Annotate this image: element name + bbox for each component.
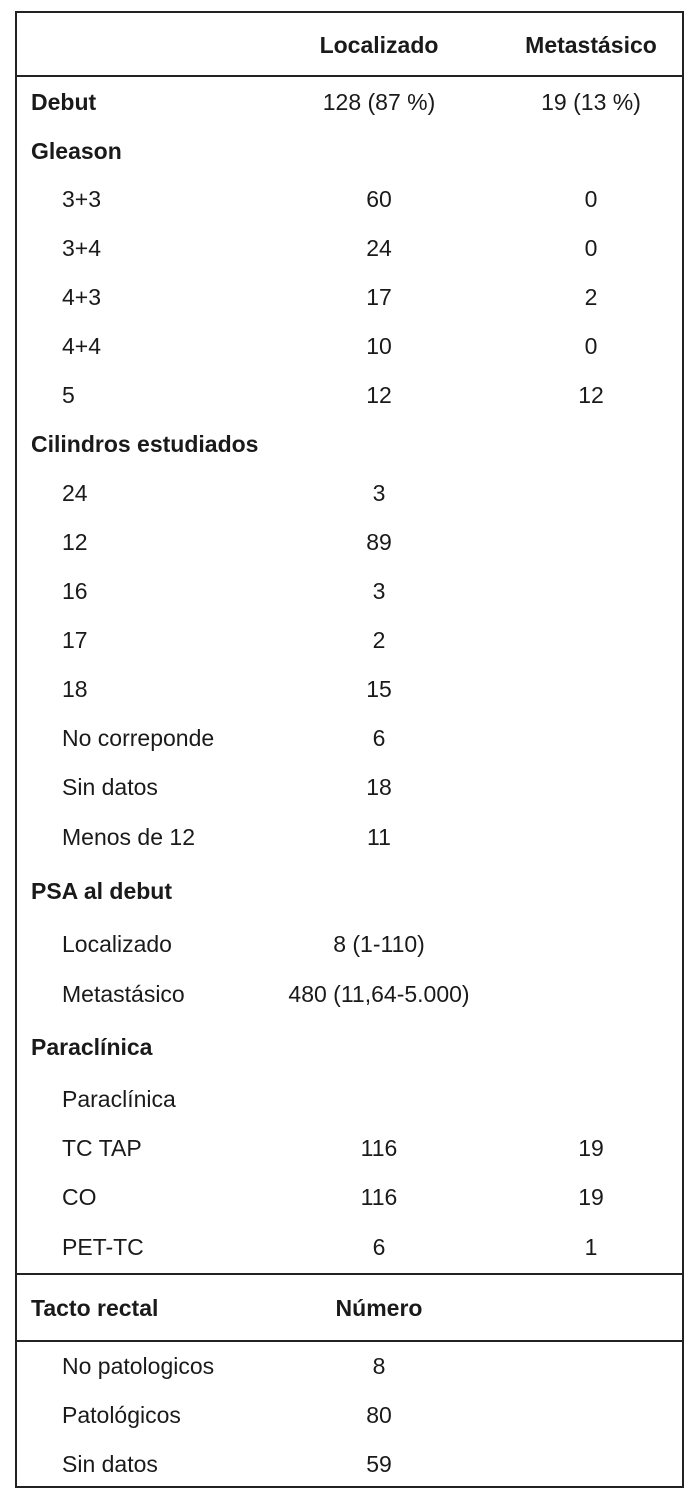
table-row bbox=[17, 969, 682, 1019]
paraclinica-sublabel: Paraclínica bbox=[62, 1086, 176, 1112]
table-row bbox=[17, 1391, 682, 1440]
paraclinica-subheader-row bbox=[17, 1075, 682, 1124]
debut-row bbox=[17, 77, 682, 127]
row-value: 80 bbox=[366, 1402, 392, 1428]
row-label: 17 bbox=[62, 627, 88, 653]
row-label: 16 bbox=[62, 578, 88, 604]
row-label: 18 bbox=[62, 676, 88, 702]
row-label: Sin datos bbox=[62, 774, 158, 800]
row-localizado: 6 bbox=[372, 725, 386, 751]
row-label: 3+3 bbox=[62, 186, 102, 212]
psa-label: PSA al debut bbox=[31, 877, 172, 904]
row-localizado: 15 bbox=[366, 676, 392, 702]
table-header-row bbox=[17, 13, 682, 77]
row-localizado: 10 bbox=[366, 333, 392, 359]
row-value: 8 (1-110) bbox=[333, 931, 425, 957]
debut-localizado: 128 (87 %) bbox=[322, 88, 436, 115]
row-label: CO bbox=[62, 1184, 97, 1210]
table-row bbox=[17, 763, 682, 812]
row-label: 5 bbox=[62, 382, 75, 408]
paraclinica-label: Paraclínica bbox=[31, 1033, 153, 1060]
table-row bbox=[17, 322, 682, 371]
table-row bbox=[17, 665, 682, 714]
row-label: PET-TC bbox=[62, 1234, 144, 1260]
paraclinica-section-row bbox=[17, 1019, 682, 1075]
row-label: Metastásico bbox=[62, 980, 185, 1007]
row-label: Sin datos bbox=[62, 1450, 158, 1477]
table-row bbox=[17, 469, 682, 518]
row-label: No correponde bbox=[62, 725, 215, 751]
table-row bbox=[17, 567, 682, 616]
row-label: Localizado bbox=[62, 931, 172, 957]
tacto-numero-header: Número bbox=[335, 1294, 423, 1321]
row-localizado: 2 bbox=[372, 627, 386, 653]
table-row bbox=[17, 1342, 682, 1391]
row-label: 4+3 bbox=[62, 284, 102, 310]
row-localizado: 3 bbox=[372, 578, 386, 604]
row-metastasico: 2 bbox=[584, 284, 598, 310]
header-localizado: Localizado bbox=[319, 31, 439, 58]
cilindros-label: Cilindros estudiados bbox=[31, 431, 259, 457]
row-localizado: 11 bbox=[367, 823, 391, 850]
row-label: 24 bbox=[62, 480, 88, 506]
row-localizado: 116 bbox=[360, 1184, 398, 1210]
row-metastasico: 1 bbox=[584, 1234, 598, 1260]
row-label: Patológicos bbox=[62, 1402, 181, 1428]
table-row bbox=[17, 1124, 682, 1173]
tacto-header-row bbox=[17, 1275, 682, 1341]
table-row bbox=[17, 175, 682, 224]
debut-metastasico: 19 (13 %) bbox=[541, 88, 641, 115]
row-localizado: 3 bbox=[372, 480, 386, 506]
debut-label: Debut bbox=[31, 88, 97, 115]
row-localizado: 116 bbox=[360, 1135, 398, 1161]
gleason-label: Gleason bbox=[31, 137, 122, 164]
row-metastasico: 0 bbox=[584, 186, 598, 212]
row-localizado: 89 bbox=[366, 529, 392, 555]
row-localizado: 24 bbox=[366, 235, 392, 261]
row-metastasico: 12 bbox=[578, 382, 604, 408]
row-metastasico: 19 bbox=[578, 1184, 604, 1210]
cilindros-section-row bbox=[17, 420, 682, 469]
table-row bbox=[17, 273, 682, 322]
table-row bbox=[17, 920, 682, 969]
row-label: TC TAP bbox=[62, 1135, 142, 1161]
gleason-section-row bbox=[17, 127, 682, 175]
row-localizado: 17 bbox=[366, 284, 392, 310]
table-row bbox=[17, 1173, 682, 1222]
row-label: 12 bbox=[62, 529, 88, 555]
table-row bbox=[17, 812, 682, 862]
row-value: 8 bbox=[372, 1353, 386, 1379]
row-localizado: 18 bbox=[366, 774, 392, 800]
table-row bbox=[17, 714, 682, 763]
table-row bbox=[17, 518, 682, 567]
row-metastasico: 19 bbox=[578, 1135, 604, 1161]
table-row bbox=[17, 616, 682, 665]
row-label: No patologicos bbox=[62, 1353, 215, 1379]
tacto-label: Tacto rectal bbox=[31, 1294, 159, 1321]
psa-section-row bbox=[17, 862, 682, 920]
row-localizado: 60 bbox=[366, 186, 392, 212]
row-label: 3+4 bbox=[62, 235, 102, 261]
table-row bbox=[17, 224, 682, 273]
table-row bbox=[17, 371, 682, 420]
header-metastasico: Metastásico bbox=[525, 31, 657, 58]
row-localizado: 12 bbox=[366, 382, 392, 408]
row-localizado: 6 bbox=[372, 1234, 386, 1260]
row-value: 480 (11,64-5.000) bbox=[288, 980, 470, 1007]
row-metastasico: 0 bbox=[584, 333, 598, 359]
row-label: Menos de 12 bbox=[62, 823, 195, 850]
table-row bbox=[17, 1440, 682, 1488]
row-label: 4+4 bbox=[62, 333, 102, 359]
row-metastasico: 0 bbox=[584, 235, 598, 261]
table-row bbox=[17, 1222, 682, 1273]
row-value: 59 bbox=[366, 1450, 392, 1477]
data-table bbox=[15, 11, 684, 1488]
